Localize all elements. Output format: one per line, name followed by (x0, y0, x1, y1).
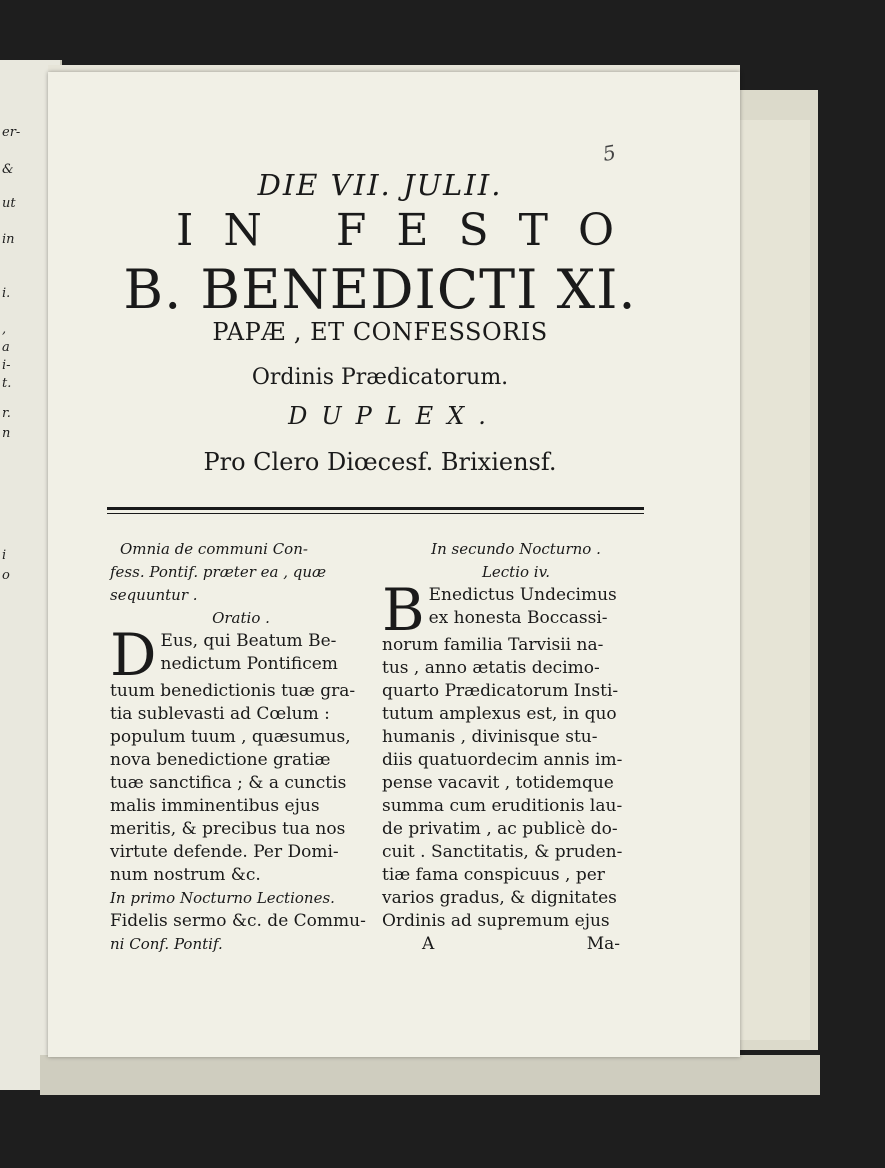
feast-heading: IN FESTO (175, 205, 645, 256)
religious-order: Ordinis Prædicatorum. (251, 365, 509, 390)
lectio-line: norum familia Tarvisii na- (382, 635, 604, 655)
oratio-line: tuum benedictionis tuæ gra- (110, 681, 356, 701)
underlying-leaf-inner (740, 120, 810, 1040)
oratio-line: nedictum Pontificem (160, 654, 338, 674)
lectio-line: pense vacavit , totidemque (382, 773, 614, 793)
oratio-heading: Oratio . (212, 609, 270, 627)
lectio-line: Ordinis ad supremum ejus (382, 911, 610, 931)
feast-date: DIE VII. JULII. (257, 168, 503, 202)
handwritten-page-number: 5 (601, 140, 618, 166)
page-footer (382, 933, 650, 956)
margin-fragment: in (2, 232, 15, 247)
saint-name: B. BENEDICTI XI. (123, 258, 637, 321)
margin-fragment: i (2, 548, 7, 563)
margin-fragment: t. (2, 376, 12, 391)
oratio-line: nova benedictione gratiæ (110, 750, 331, 770)
oratio-line: malis imminentibus ejus (110, 796, 320, 816)
margin-fragment: a (2, 340, 10, 355)
rubric-line: fess. Pontif. præter ea , quæ (110, 563, 327, 581)
lectio-block (382, 576, 650, 933)
divider-rule (107, 507, 644, 510)
liturgical-rank: DUPLEX. (288, 402, 500, 430)
margin-fragment: er- (2, 125, 21, 140)
margin-fragment: , (2, 322, 7, 337)
signature-mark: A (422, 934, 435, 954)
oratio-line: Eus, qui Beatum Be- (160, 631, 337, 651)
rubric-line: sequuntur . (110, 586, 198, 604)
nocturn-line: Fidelis sermo &c. de Commu- (110, 911, 366, 931)
margin-fragment: i. (2, 286, 11, 301)
oratio-line: num nostrum &c. (110, 865, 261, 885)
lectio-line: tutum amplexus est, in quo (382, 704, 617, 724)
divider-rule-thin (107, 513, 644, 514)
drop-cap: B (382, 576, 425, 644)
margin-fragment: ut (2, 196, 16, 211)
left-column (110, 538, 372, 956)
lectio-line: humanis , divinisque stu- (382, 727, 598, 747)
oratio-line: virtute defende. Per Domi- (110, 842, 339, 862)
bottom-binding-strip (40, 1055, 820, 1095)
nocturn-heading: In secundo Nocturno . (431, 540, 601, 558)
margin-fragment: i- (2, 358, 11, 373)
oratio-line: meritis, & precibus tua nos (110, 819, 346, 839)
right-column (382, 538, 650, 956)
oratio-block (110, 621, 372, 887)
lectio-line: ex honesta Boccassi- (428, 608, 608, 628)
nocturn-heading: In primo Nocturno Lectiones. (110, 889, 335, 907)
lectio-line: cuit . Sanctitatis, & pruden- (382, 842, 623, 862)
saint-title: PAPÆ , ET CONFESSORIS (212, 318, 548, 346)
drop-cap: D (110, 621, 157, 689)
catchword: Ma- (586, 934, 620, 954)
margin-fragment: n (2, 426, 11, 441)
margin-fragment: r. (2, 406, 11, 421)
rubric-line: Omnia de communi Con- (120, 540, 308, 558)
lectio-line: quarto Prædicatorum Insti- (382, 681, 619, 701)
oratio-line: tia sublevasti ad Cœlum : (110, 704, 330, 724)
lectio-line: tus , anno ætatis decimo- (382, 658, 600, 678)
lectio-line: diis quatuordecim annis im- (382, 750, 623, 770)
margin-fragment: & (2, 162, 14, 177)
oratio-line: populum tuum , quæsumus, (110, 727, 351, 747)
margin-fragment: o (2, 568, 10, 583)
lectio-line: Enedictus Undecimus (428, 585, 617, 605)
lectio-line: tiæ fama conspicuus , per (382, 865, 605, 885)
lectio-line: varios gradus, & dignitates (382, 888, 617, 908)
lectio-line: de privatim , ac publicè do- (382, 819, 618, 839)
nocturn-line: ni Conf. Pontif. (110, 935, 223, 953)
lectio-heading: Lectio iv. (481, 563, 551, 581)
diocese-line: Pro Clero Diœcesf. Brixiensf. (203, 448, 557, 476)
oratio-line: tuæ sanctifica ; & a cunctis (110, 773, 347, 793)
lectio-line: summa cum eruditionis lau- (382, 796, 623, 816)
